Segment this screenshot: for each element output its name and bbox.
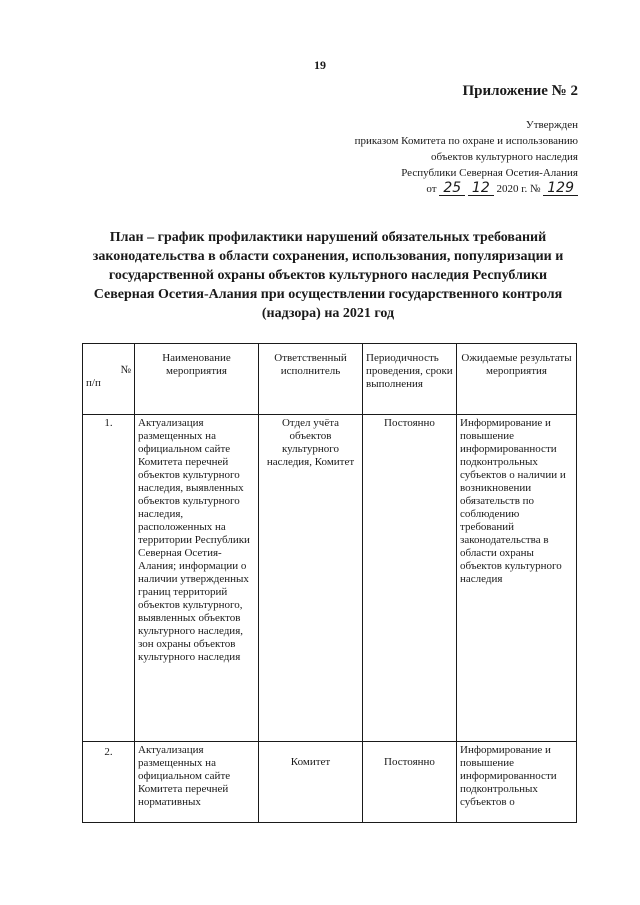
appendix-label: Приложение № 2 — [462, 83, 578, 99]
approval-block — [278, 117, 578, 197]
number-prefix: № — [530, 183, 541, 195]
row-period: Постоянно — [363, 742, 457, 823]
plan-table — [82, 343, 577, 823]
date-month-handwritten: 12 — [468, 181, 494, 196]
row-number: 1. — [83, 415, 135, 742]
table-row — [83, 415, 577, 742]
row-result-text: Информирование и повышение информированности подконтрольных субъектов о — [460, 744, 557, 808]
row-executor: Комитет — [259, 742, 363, 823]
header-number — [83, 344, 135, 415]
row-result: Информирование и повышение информированности подконтрольных субъектов о наличии и возникновении обязательств по соблюдению требований законодательства в области охраны объектов культурного наследия — [457, 415, 577, 742]
table-header-row — [83, 344, 577, 415]
approval-line-3: Республики Северная Осетия-Алания — [401, 167, 578, 179]
row-name: Актуализация размещенных на официальном сайте Комитета перечней объектов культурного наследия, выявленных объектов культурного наследия, расположенных на территории Республики Северная Осетия-Алания; информации о наличии утвержденных границ территорий объектов культурного, выявленных объектов культурного наследия, зон охраны объектов культурного наследия — [135, 415, 259, 742]
approval-line-2: объектов культурного наследия — [431, 151, 578, 163]
row-period: Постоянно — [363, 415, 457, 742]
row-executor: Отдел учёта объектов культурного наследия, Комитет — [259, 415, 363, 742]
header-executor: Ответственный исполнитель — [259, 344, 363, 415]
order-number-handwritten: 129 — [543, 181, 578, 196]
header-period: Периодичность проведения, сроки выполнения — [363, 344, 457, 415]
row-number: 2. — [83, 742, 135, 823]
date-day-handwritten: 25 — [439, 181, 465, 196]
document-title: План – график профилактики нарушений обязательных требований законодательства в области сохранения, использования, популяризации и государственной охраны объектов культурного наследия Республики Северная Осетия-Алания при осуществлении государственного контроля (надзора) на 2021 год — [92, 230, 564, 321]
row-name — [135, 742, 259, 823]
approval-date-line — [278, 181, 578, 197]
approval-title: Утвержден — [525, 119, 578, 131]
row-name-text: Актуализация размещенных на официальном сайте Комитета перечней нормативных — [138, 744, 231, 808]
row-result — [457, 742, 577, 823]
date-prefix: от — [426, 183, 437, 195]
approval-line-1: приказом Комитета по охране и использованию — [354, 135, 578, 147]
header-number-pp: п/п — [86, 377, 101, 389]
header-name: Наименование мероприятия — [135, 344, 259, 415]
table-row — [83, 742, 577, 823]
header-result: Ожидаемые результаты мероприятия — [457, 344, 577, 415]
header-number-sign: № — [120, 364, 131, 376]
page-number: 19 — [314, 58, 326, 72]
date-year: 2020 г. — [496, 183, 528, 195]
